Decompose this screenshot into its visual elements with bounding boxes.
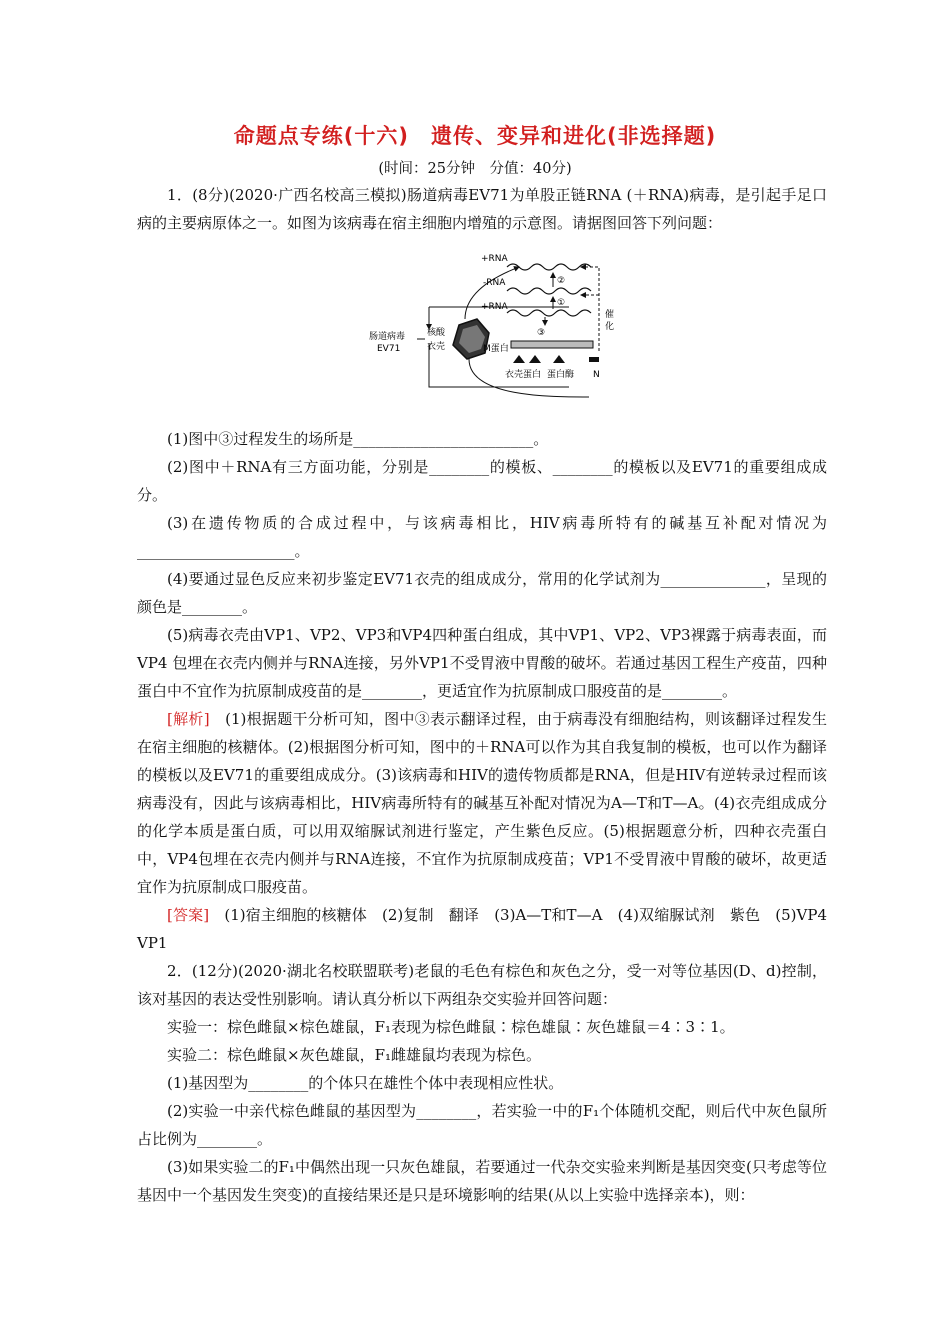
document-body: [137, 181, 843, 1209]
minus-rna-label: -RNA: [483, 278, 506, 288]
q2-stem: 2．(12分)(2020·湖北名校联盟联考)老鼠的毛色有棕色和灰色之分，受一对等位基因(D、d)控制，该对基因的表达受性别影响。请认真分析以下两组杂交实验并回答问题：: [137, 962, 827, 1008]
step-1-label: ①: [557, 298, 566, 308]
m-protein-label: M蛋白: [483, 344, 509, 354]
q1-sub2: (2)图中＋RNA有三方面功能，分别是________的模板、________的模板以及EV71的重要组成成分。: [137, 458, 827, 504]
virus-label-1: 肠道病毒: [369, 332, 406, 342]
page-subtitle: (时间：25分钟 分值：40分): [378, 161, 572, 177]
core-label: 核酸: [427, 328, 446, 338]
q1-stem: 1．(8分)(2020·广西名校高三模拟)肠道病毒EV71为单股正链RNA (＋RNA)病毒，是引起手足口病的主要病原体之一。如图为该病毒在宿主细胞内增殖的示意图。请据图回答下列问题：: [137, 186, 827, 232]
q1-analysis: [137, 705, 827, 901]
q1-sub5: (5)病毒衣壳由VP1、VP2、VP3和VP4四种蛋白组成，其中VP1、VP2、VP3裸露于病毒表面，而VP4 包埋在衣壳内侧并与RNA连接，另外VP1不受胃液中胃酸的破坏。若通过基因工程生产疫苗，四种蛋白中不宜作为抗原制成疫苗的是________，更适宜作为抗原制成口服疫苗的是________。: [137, 626, 827, 700]
step-3-label: ③: [537, 328, 546, 338]
step-2-label: ②: [557, 276, 566, 286]
analysis-text: (1)根据题干分析可知，图中③表示翻译过程，由于病毒没有细胞结构，则该翻译过程发生在宿主细胞的核糖体。(2)根据图分析可知，图中的＋RNA可以作为其自我复制的模板，也可以作为翻译的模板以及EV71的重要组成成分。(3)该病毒和HIV的遗传物质都是RNA，但是HIV有逆转录过程而该病毒没有，因此与该病毒相比，HIV病毒所特有的碱基互补配对情况为A—T和T—A。(4)衣壳组成成分的化学本质是蛋白质，可以用双缩脲试剂进行鉴定，产生紫色反应。(5)根据题意分析，四种衣壳蛋白中，VP4包埋在衣壳内侧并与RNA连接，不宜作为抗原制成疫苗；VP1不受胃液中胃酸的破坏，故更适宜作为抗原制成口服疫苗。: [137, 710, 827, 896]
catalyze-label-2: 化: [605, 322, 615, 332]
enzyme-label: 蛋白酶: [547, 370, 575, 380]
q1-sub4: (4)要通过显色反应来初步鉴定EV71衣壳的组成成分，常用的化学试剂为______________，呈现的颜色是________。: [137, 570, 827, 616]
q2-exp2: 实验二：棕色雌鼠×灰色雄鼠，F₁雌雄鼠均表现为棕色。: [167, 1046, 541, 1064]
virus-label-2: EV71: [377, 344, 401, 354]
answer-text: (1)宿主细胞的核糖体 (2)复制 翻译 (3)A—T和T—A (4)双缩脲试剂 紫色 (5)VP4 VP1: [137, 906, 843, 952]
page-title: 命题点专练(十六) 遗传、变异和进化(非选择题): [233, 124, 717, 148]
virus-proliferation-figure: [137, 237, 827, 425]
answer-tag: [答案]: [167, 906, 210, 924]
q2-sub1: (1)基因型为________的个体只在雄性个体中表现相应性状。: [167, 1074, 564, 1092]
q2-exp1: 实验一：棕色雌鼠×棕色雄鼠，F₁表现为棕色雌鼠∶棕色雄鼠∶灰色雄鼠＝4∶3∶1。: [167, 1018, 735, 1036]
n-label: N: [593, 370, 600, 380]
q1-sub3: (3)在遗传物质的合成过程中，与该病毒相比，HIV病毒所特有的碱基互补配对情况为_____________________。: [137, 514, 827, 560]
plus-rna-top-label: +RNA: [481, 254, 508, 264]
coat-protein-label: 衣壳蛋白: [505, 370, 542, 380]
q2-sub2: (2)实验一中亲代棕色雌鼠的基因型为________，若实验一中的F₁个体随机交配，则后代中灰色鼠所占比例为________。: [137, 1102, 827, 1148]
q1-sub1: (1)图中③过程发生的场所是________________________。: [167, 430, 549, 448]
m-protein-bar: [511, 341, 593, 348]
analysis-tag: [解析]: [167, 710, 210, 728]
q2-sub3: (3)如果实验二的F₁中偶然出现一只灰色雄鼠，若要通过一代杂交实验来判断是基因突变(只考虑等位基因中一个基因发生突变)的直接结果还是只是环境影响的结果(从以上实验中选择亲本)，则：: [137, 1158, 827, 1204]
coat-label: 衣壳: [427, 342, 446, 352]
q1-answer: [137, 901, 843, 957]
catalyze-label-1: 催: [605, 310, 615, 320]
virus-diagram: [369, 247, 619, 417]
plus-rna-bottom-label: +RNA: [481, 302, 508, 312]
